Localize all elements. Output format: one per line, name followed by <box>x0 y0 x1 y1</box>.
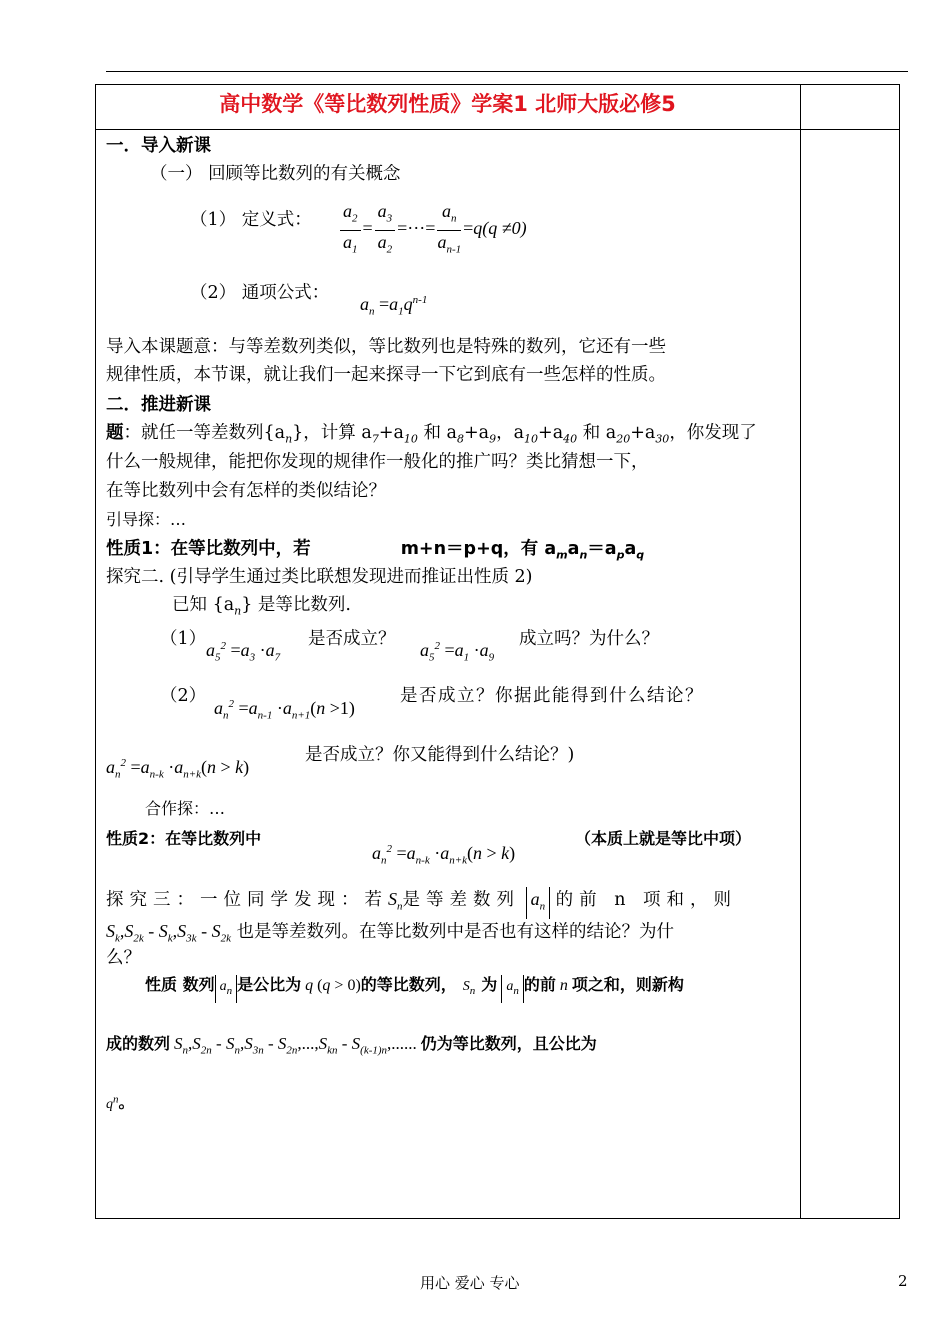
question-label: 题 <box>106 423 124 443</box>
question-1-formula-a: $a_5^2 =a_3 \cdot a_7$ <box>206 640 281 664</box>
section-1-heading: 一．导入新课 <box>106 136 211 156</box>
explore-3-text-c: 的前 n 项和，则 <box>555 890 738 910</box>
explore-3-line-1: 探究三：一位同学发现：若$S_n$是等差数列 $a_n$ 的前 n 项和，则 <box>106 887 737 919</box>
question-line-3: 在等比数列中会有怎样的类似结论？ <box>106 481 386 501</box>
property-3-text-i: 。 <box>118 1092 135 1112</box>
explore-2-text: 探究二. (引导学生通过类比联想发现进而推证出性质 2) <box>106 567 533 587</box>
explore-3-text-a: 探究三：一位同学发现：若 <box>106 890 388 910</box>
question-3-tail: 是否成立？你又能得到什么结论？) <box>305 745 575 765</box>
property-2-note: （本质上就是等比中项） <box>575 829 752 848</box>
known-text: 已知 $\{a_n\}$ 是等比数列. <box>172 595 351 618</box>
guide-text: 引导探：… <box>106 510 187 529</box>
question-line-1: 题：就任一等差数列$\{a_n\}$，计算 $a_7+a_{10}$ 和 $a_8+a_9$，$a_{10}+a_{40}$ 和 $a_{20}+a_{30}$，你发现了 <box>106 423 757 446</box>
page-number: 2 <box>898 1272 908 1290</box>
question-1-label: （1） <box>160 629 207 649</box>
intro-line-1: 导入本课题意：与等差数列类似，等比数列也是特殊的数列，它还有一些 <box>106 337 666 357</box>
property-1-label: 性质1：在等比数列中，若 <box>106 539 311 559</box>
page-footer: 用心 爱心 专心 <box>420 1274 520 1292</box>
general-term-label: （2） 通项公式： <box>190 283 330 303</box>
property-3-text-f: 项之和，则新构 <box>571 975 684 994</box>
property-2-formula: $a_n^2 =a_{n-k} \cdot a_{n+k}(n > k)$ <box>372 843 516 867</box>
table-row-divider <box>95 129 900 130</box>
question-text-a: ：就任一等差数列{a <box>123 423 286 443</box>
question-3-formula: $a_n^2 =a_{n-k} \cdot a_{n+k}(n > k)$ <box>106 757 250 781</box>
explore-3-text-b: 是等差数列 <box>402 890 520 910</box>
known-text-b: } 是等比数列. <box>241 595 351 615</box>
property-1: 性质1：在等比数列中，若 m+n＝p+q，有 $a_ma_n=a_pa_q$ <box>106 539 645 562</box>
property-3-text-e: 的前 <box>523 975 556 994</box>
header-rule <box>106 71 908 72</box>
table-column-divider <box>800 84 801 1219</box>
question-1-mid: 是否成立？ <box>308 629 396 649</box>
property-3-text-h: 仍为等比数列，且公比为 <box>420 1034 597 1053</box>
property-3-line-2: 成的数列 $S_n,S_{2n} - S_n,S_{3n} - S_{2n},...,S_{kn} - S_{(k-1)n}$,...... 仍为等比数列，且公比为 <box>106 1034 597 1057</box>
question-line-2: 什么一般规律，能把你发现的规律作一般化的推广吗？类比猜想一下， <box>106 452 649 472</box>
question-2-tail: 是否成立？你据此能得到什么结论？ <box>400 686 704 706</box>
explore-3-line-3: 么？ <box>106 948 141 968</box>
question-1-tail: 成立吗？为什么？ <box>519 629 659 649</box>
property-3-text-a: 性质 数列 <box>145 975 215 994</box>
general-term-formula: $a_n =a_1q^{n-1}$ <box>360 294 428 318</box>
question-text-b: }，计算 a <box>292 423 372 443</box>
property-1-condition: m+n＝p+q，有 a <box>400 539 557 559</box>
property-2-label: 性质2：在等比数列中 <box>106 829 262 848</box>
explore-3-line-2: $S_k,S_{2k} - S_k,S_{3k} - S_{2k}$ 也是等差数列。在等比数列中是否也有这样的结论？为什 <box>106 921 675 945</box>
property-3-text-d: 为 <box>481 975 498 994</box>
document-title: 高中数学《等比数列性质》学案1 北师大版必修5 <box>219 92 676 116</box>
known-text-a: 已知 {a <box>172 595 235 615</box>
section-2-heading: 二．推进新课 <box>106 395 211 415</box>
property-3-text-c: 的等比数列， <box>360 975 457 994</box>
definition-label: （1） 定义式： <box>190 210 312 230</box>
question-1-formula-b: $a_5^2 =a_1 \cdot a_9$ <box>420 640 495 664</box>
property-3-line-1: 性质 数列 $a_n$ 是公比为 q (q > 0)的等比数列， $S_n$ 为 $a_n$ 的前 n 项之和，则新构 <box>145 973 684 1003</box>
explore-3-text-d: 也是等差数列。在等比数列中是否也有这样的结论？为什 <box>236 922 675 942</box>
definition-tail: q(q ≠0) <box>473 218 527 239</box>
property-3-text-b: 是公比为 <box>237 975 302 994</box>
property-3-text-g: 成的数列 <box>106 1034 171 1053</box>
question-2-label: （2） <box>160 686 207 706</box>
definition-formula: $\frac{a_2}{a_1}$ = $\frac{a_3}{a_2}$ =···= $\frac{a_n}{a_{n-1}}$ =q(q ≠0) <box>338 200 527 260</box>
cooperation-text: 合作探：… <box>145 799 226 818</box>
intro-line-2: 规律性质，本节课，就让我们一起来探寻一下它到底有一些怎样的性质。 <box>106 365 666 385</box>
property-3-line-3: $q^n$。 <box>106 1092 135 1112</box>
subsection-1: （一） 回顾等比数列的有关概念 <box>150 164 401 184</box>
question-2-formula: $a_n^2 =a_{n-1} \cdot a_{n+1}(n >1)$ <box>214 698 355 722</box>
